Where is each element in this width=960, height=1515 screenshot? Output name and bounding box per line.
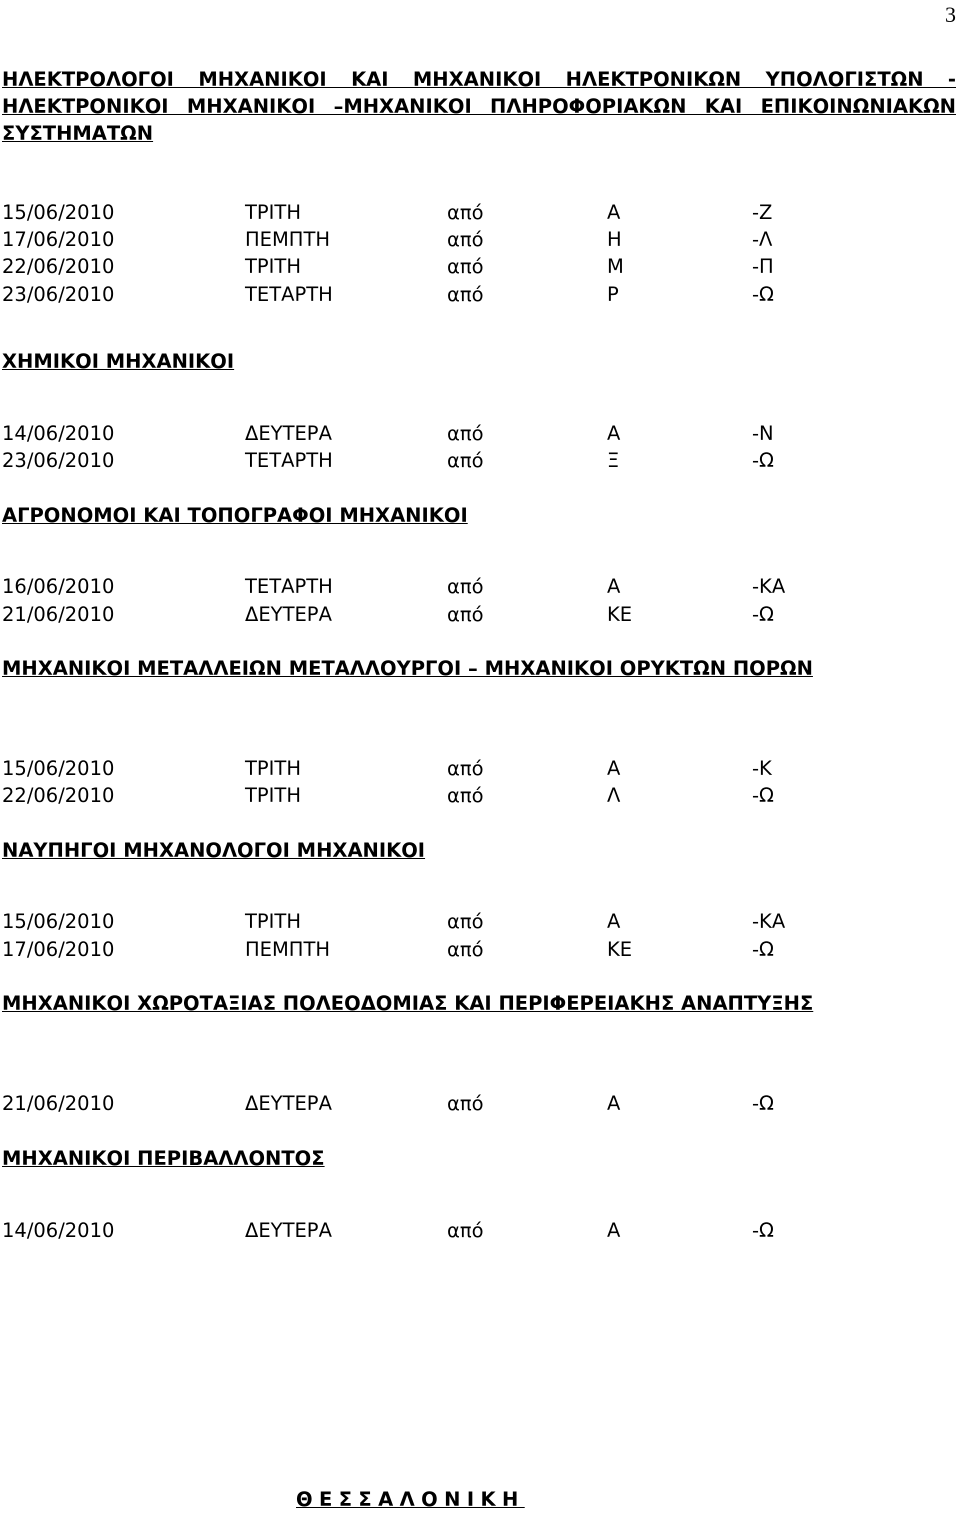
row-start-letter: Α: [607, 201, 621, 224]
row-from: από: [447, 255, 484, 278]
footer-city: ΘΕΣΣΑΛΟΝΙΚΗ: [296, 1488, 525, 1511]
row-date: 23/06/2010: [2, 283, 115, 306]
row-end-letter: -Π: [752, 255, 774, 278]
row-start-letter: Ξ: [607, 449, 620, 472]
row-day: ΠΕΜΠΤΗ: [245, 228, 331, 251]
row-end-letter: -ΚΑ: [752, 910, 786, 933]
row-start-letter: Α: [607, 422, 621, 445]
page-number: 3: [945, 2, 956, 27]
section-heading-naval-engineers: ΝΑΥΠΗΓΟΙ ΜΗΧΑΝΟΛΟΓΟΙ ΜΗΧΑΝΙΚΟΙ: [2, 839, 426, 862]
row-end-letter: -Κ: [752, 757, 772, 780]
row-start-letter: Α: [607, 575, 621, 598]
section-heading-electrical-computer-engineers: ΗΛΕΚΤΡΟΛΟΓΟΙ ΜΗΧΑΝΙΚΟΙ ΚΑΙ ΜΗΧΑΝΙΚΟΙ ΗΛΕΚΤΡΟΝΙΚΩΝ ΥΠΟΛΟΓΙΣΤΩΝ - ΗΛΕΚΤΡΟΝΙΚΟΙ ΜΗΧΑΝΙΚΟΙ –ΜΗΧΑΝΙΚΟΙ ΠΛΗΡΟΦΟΡΙΑΚΩΝ ΚΑΙ ΕΠΙΚΟΙΝΩΝΙΑΚΩΝ ΣΥΣΤΗΜΑΤΩΝ: [2, 68, 956, 145]
section-heading-urban-planning-engineers: ΜΗΧΑΝΙΚΟΙ ΧΩΡΟΤΑΞΙΑΣ ΠΟΛΕΟΔΟΜΙΑΣ ΚΑΙ ΠΕΡΙΦΕΡΕΙΑΚΗΣ ΑΝΑΠΤΥΞΗΣ: [2, 992, 814, 1015]
row-start-letter: ΚΕ: [607, 938, 633, 961]
row-from: από: [447, 910, 484, 933]
section-heading-surveying-engineers: ΑΓΡΟΝΟΜΟΙ ΚΑΙ ΤΟΠΟΓΡΑΦΟΙ ΜΗΧΑΝΙΚΟΙ: [2, 504, 468, 527]
row-date: 15/06/2010: [2, 757, 115, 780]
row-end-letter: -Ω: [752, 603, 774, 626]
row-start-letter: Α: [607, 1219, 621, 1242]
row-from: από: [447, 1219, 484, 1242]
row-from: από: [447, 603, 484, 626]
section-heading-mining-engineers: ΜΗΧΑΝΙΚΟΙ ΜΕΤΑΛΛΕΙΩΝ ΜΕΤΑΛΛΟΥΡΓΟΙ – ΜΗΧΑΝΙΚΟΙ ΟΡΥΚΤΩΝ ΠΟΡΩΝ: [2, 657, 813, 680]
row-from: από: [447, 575, 484, 598]
row-end-letter: -Ζ: [752, 201, 773, 224]
row-start-letter: Α: [607, 910, 621, 933]
row-start-letter: Λ: [607, 784, 621, 807]
row-date: 22/06/2010: [2, 784, 115, 807]
row-end-letter: -Ω: [752, 449, 774, 472]
row-date: 21/06/2010: [2, 603, 115, 626]
row-end-letter: -Λ: [752, 228, 773, 251]
row-day: ΔΕΥΤΕΡΑ: [245, 1092, 332, 1115]
row-date: 17/06/2010: [2, 228, 115, 251]
row-date: 14/06/2010: [2, 1219, 115, 1242]
row-from: από: [447, 449, 484, 472]
row-end-letter: -Ω: [752, 1219, 774, 1242]
row-day: ΤΡΙΤΗ: [245, 784, 301, 807]
row-from: από: [447, 757, 484, 780]
row-date: 14/06/2010: [2, 422, 115, 445]
row-day: ΔΕΥΤΕΡΑ: [245, 603, 332, 626]
row-start-letter: Α: [607, 757, 621, 780]
row-end-letter: -Ω: [752, 1092, 774, 1115]
row-from: από: [447, 938, 484, 961]
row-date: 21/06/2010: [2, 1092, 115, 1115]
row-date: 23/06/2010: [2, 449, 115, 472]
row-day: ΤΕΤΑΡΤΗ: [245, 575, 333, 598]
row-day: ΤΕΤΑΡΤΗ: [245, 283, 333, 306]
row-day: ΤΡΙΤΗ: [245, 910, 301, 933]
section-heading-environmental-engineers: ΜΗΧΑΝΙΚΟΙ ΠΕΡΙΒΑΛΛΟΝΤΟΣ: [2, 1147, 325, 1170]
row-start-letter: Η: [607, 228, 622, 251]
row-from: από: [447, 201, 484, 224]
row-from: από: [447, 784, 484, 807]
row-day: ΤΡΙΤΗ: [245, 201, 301, 224]
row-end-letter: -Ω: [752, 283, 774, 306]
row-date: 22/06/2010: [2, 255, 115, 278]
row-start-letter: Μ: [607, 255, 624, 278]
row-end-letter: -ΚΑ: [752, 575, 786, 598]
row-day: ΔΕΥΤΕΡΑ: [245, 1219, 332, 1242]
row-date: 15/06/2010: [2, 201, 115, 224]
row-start-letter: Ρ: [607, 283, 619, 306]
row-end-letter: -Ν: [752, 422, 774, 445]
row-from: από: [447, 1092, 484, 1115]
row-date: 15/06/2010: [2, 910, 115, 933]
row-day: ΤΡΙΤΗ: [245, 255, 301, 278]
row-start-letter: ΚΕ: [607, 603, 633, 626]
row-end-letter: -Ω: [752, 938, 774, 961]
row-date: 16/06/2010: [2, 575, 115, 598]
row-from: από: [447, 422, 484, 445]
row-start-letter: Α: [607, 1092, 621, 1115]
row-from: από: [447, 283, 484, 306]
row-date: 17/06/2010: [2, 938, 115, 961]
row-from: από: [447, 228, 484, 251]
row-day: ΤΕΤΑΡΤΗ: [245, 449, 333, 472]
row-day: ΠΕΜΠΤΗ: [245, 938, 331, 961]
row-day: ΤΡΙΤΗ: [245, 757, 301, 780]
row-day: ΔΕΥΤΕΡΑ: [245, 422, 332, 445]
section-heading-chemical-engineers: ΧΗΜΙΚΟΙ ΜΗΧΑΝΙΚΟΙ: [2, 350, 235, 373]
row-end-letter: -Ω: [752, 784, 774, 807]
